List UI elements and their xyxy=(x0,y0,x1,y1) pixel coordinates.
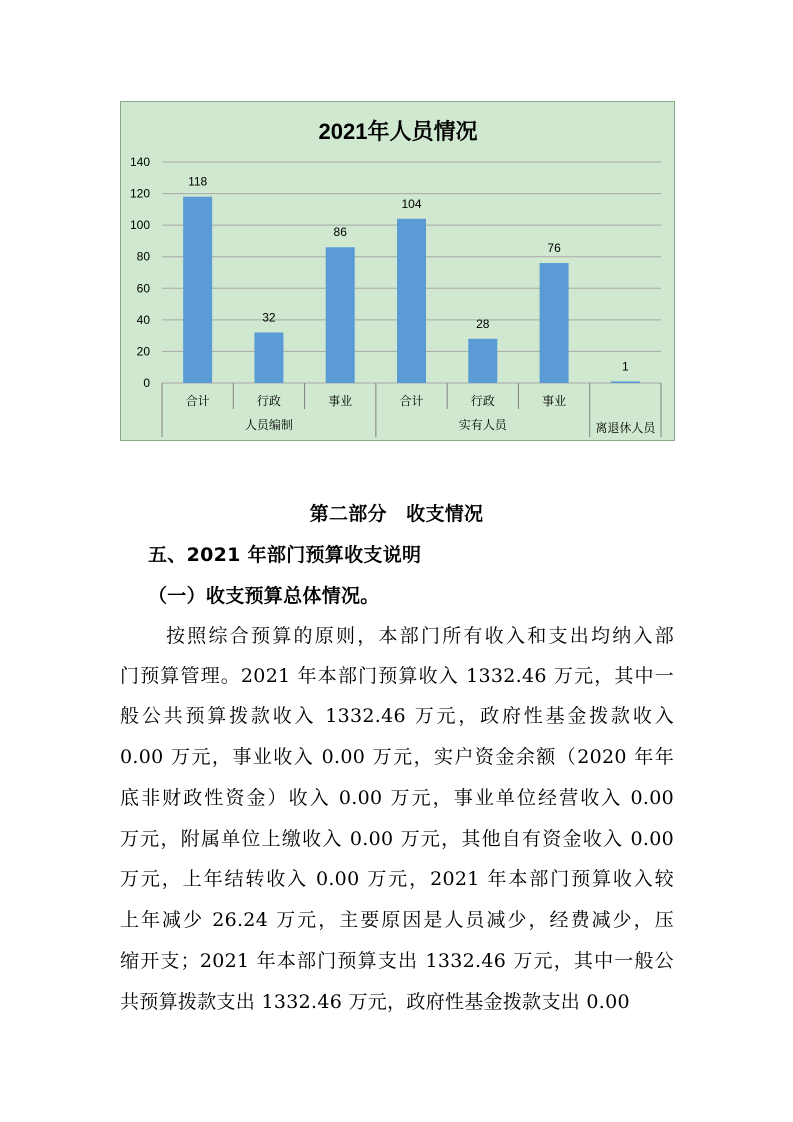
bar-value-label: 32 xyxy=(262,310,276,325)
y-tick-label: 80 xyxy=(136,249,150,264)
chart-container xyxy=(120,101,675,441)
category-label: 合计 xyxy=(185,394,210,408)
paragraph-line: 万元，上年结转收入 0.00 万元，2021 年本部门预算收入较 xyxy=(120,868,674,890)
category-label: 合计 xyxy=(399,394,424,408)
paragraph-line: 上年减少 26.24 万元，主要原因是人员减少，经费减少，压 xyxy=(120,909,674,931)
bar xyxy=(468,339,497,383)
bar-value-label: 118 xyxy=(188,174,208,189)
paragraph-line: 缩开支；2021 年本部门预算支出 1332.46 万元，其中一般公 xyxy=(120,950,674,972)
y-tick-label: 60 xyxy=(136,281,150,296)
heading-budget-description: 五、2021 年部门预算收支说明 xyxy=(148,544,422,566)
bar-value-label: 86 xyxy=(333,225,347,240)
bar-value-label: 104 xyxy=(401,196,422,211)
bar-chart xyxy=(121,102,676,442)
paragraph-line: 般公共预算拨款收入 1332.46 万元，政府性基金拨款收入 xyxy=(120,705,674,727)
category-label: 行政 xyxy=(256,394,281,408)
group-label: 实有人员 xyxy=(458,418,507,432)
bar xyxy=(326,247,355,383)
chart-title: 2021年人员情况 xyxy=(318,119,478,144)
category-label: 行政 xyxy=(470,394,495,408)
paragraph-line: 0.00 万元，事业收入 0.00 万元，实户资金余额（2020 年年 xyxy=(120,746,674,768)
section-title: 第二部分 收支情况 xyxy=(309,503,484,525)
group-label: 人员编制 xyxy=(244,418,293,432)
y-tick-label: 140 xyxy=(129,155,150,169)
bar xyxy=(254,332,283,383)
group-label: 离退休人员 xyxy=(595,421,656,435)
paragraph-line: 底非财政性资金）收入 0.00 万元，事业单位经营收入 0.00 xyxy=(120,787,674,809)
y-tick-label: 120 xyxy=(129,186,150,201)
bar xyxy=(540,263,569,383)
bar xyxy=(183,197,212,383)
y-tick-label: 100 xyxy=(129,218,150,233)
paragraph-line: 按照综合预算的原则，本部门所有收入和支出均纳入部 xyxy=(166,625,674,647)
category-label: 事业 xyxy=(328,394,353,408)
paragraph-line: 共预算拨款支出 1332.46 万元，政府性基金拨款支出 0.00 xyxy=(120,991,630,1013)
heading-budget-overview: （一）收支预算总体情况。 xyxy=(148,585,380,607)
bar-value-label: 28 xyxy=(476,316,490,331)
y-tick-label: 20 xyxy=(136,344,150,359)
bar-value-label: 76 xyxy=(547,241,561,256)
category-label: 事业 xyxy=(542,394,567,408)
y-tick-label: 0 xyxy=(143,376,150,390)
paragraph-line: 门预算管理。2021 年本部门预算收入 1332.46 万元，其中一 xyxy=(120,665,674,687)
bar xyxy=(611,381,640,383)
paragraph-line: 万元，附属单位上缴收入 0.00 万元，其他自有资金收入 0.00 xyxy=(120,828,674,850)
bar-value-label: 1 xyxy=(622,359,629,374)
y-tick-label: 40 xyxy=(136,312,150,327)
bar xyxy=(397,219,426,383)
